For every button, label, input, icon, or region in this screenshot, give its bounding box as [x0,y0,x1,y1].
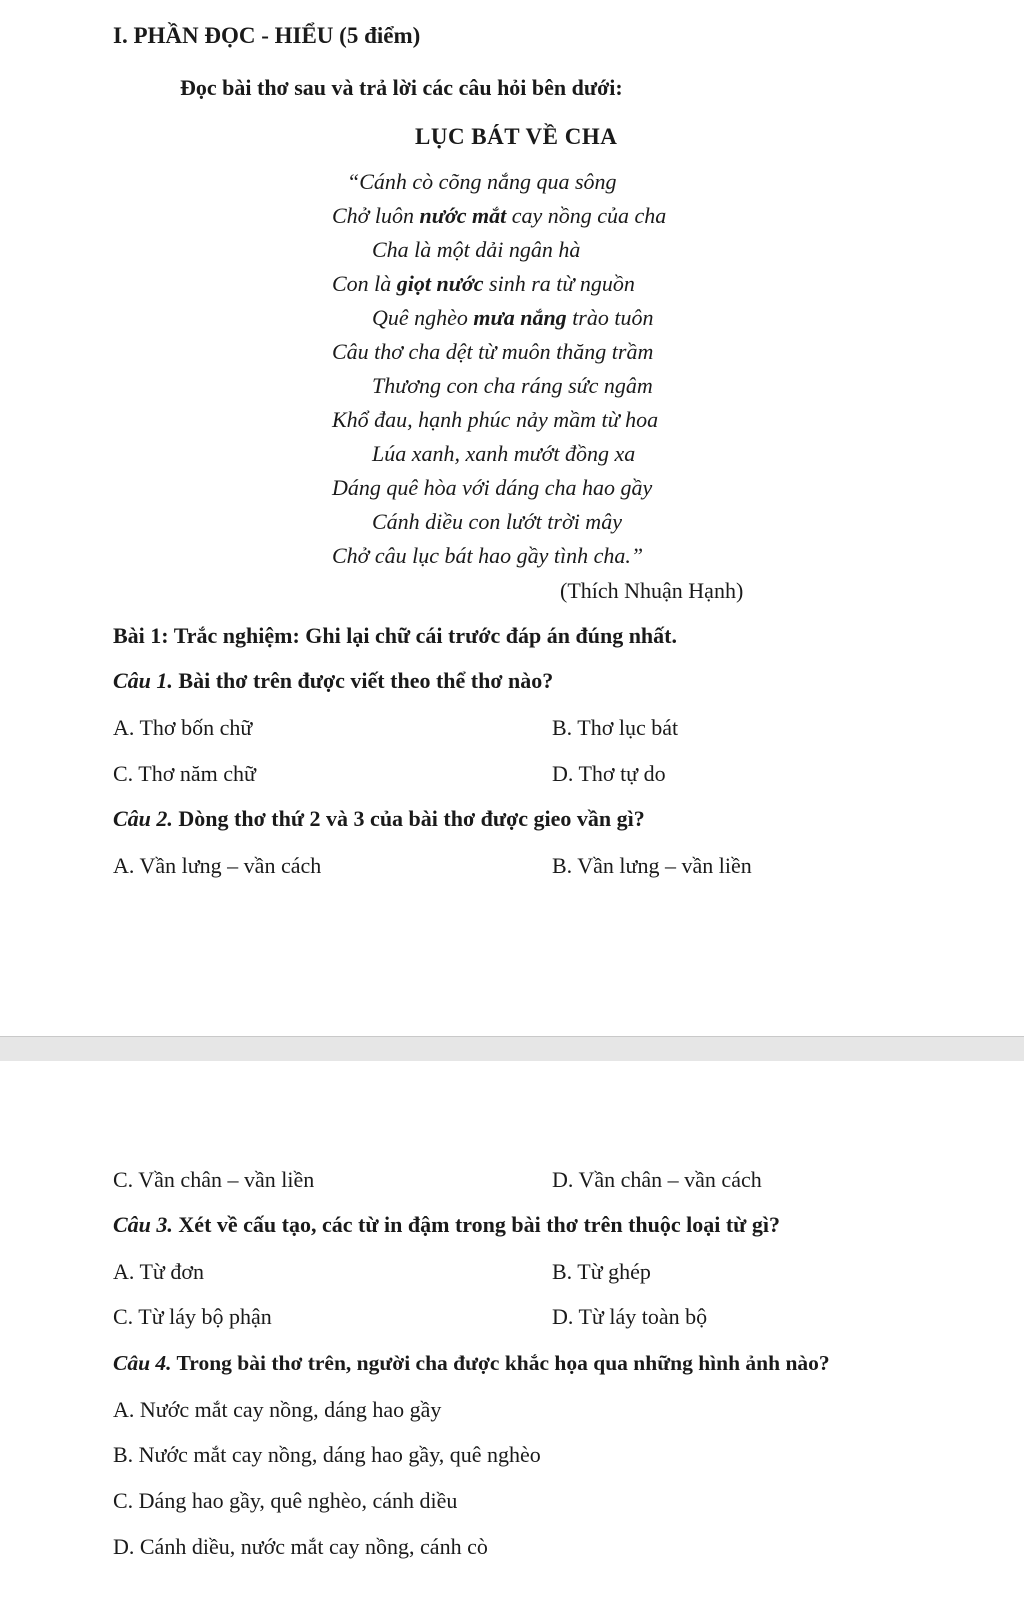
poem-text: Khổ đau, hạnh phúc nảy mầm từ hoa [332,407,659,432]
poem-text: Lúa xanh, xanh mướt đồng xa [372,441,636,466]
question-label: Câu 4. [113,1351,172,1375]
option-1b: B. Thơ lục bát [552,715,679,740]
question-text: Dòng thơ thứ 2 và 3 của bài thơ được gieo vần gì? [172,806,645,831]
exercise-title: Bài 1: Trắc nghiệm: Ghi lại chữ cái trước đáp án đúng nhất. [113,623,677,648]
question-3 [113,1211,780,1239]
question-label: Câu 1. [113,668,173,693]
poem-line [332,542,643,570]
bold-word: nước mắt [419,203,507,228]
poem-text: Con là [332,271,397,296]
question-text: Xét về cấu tạo, các từ in đậm trong bài thơ trên thuộc loại từ gì? [172,1212,780,1237]
poem-author: (Thích Nhuận Hạnh) [560,578,744,603]
poem-line [332,270,635,298]
option-4c: C. Dáng hao gầy, quê nghèo, cánh diều [113,1488,458,1513]
poem-text: Câu thơ cha dệt từ muôn thăng trầm [332,339,654,364]
option-3c: C. Từ láy bộ phận [113,1304,272,1329]
page-break-separator [0,1036,1024,1062]
poem-text: Chở luôn [332,203,420,228]
poem-text: Chở câu lục bát hao gầy tình cha.” [332,543,644,568]
poem-text: cay nồng của cha [506,203,667,228]
option-4d: D. Cánh diều, nước mắt cay nồng, cánh cò [113,1534,488,1559]
question-4 [113,1349,830,1377]
question-text: Trong bài thơ trên, người cha được khắc họa qua những hình ảnh nào? [171,1351,830,1375]
option-1a: A. Thơ bốn chữ [113,715,253,740]
option-2c: C. Vần chân – vần liền [113,1167,315,1192]
option-2b: B. Vần lưng – vần liền [552,853,752,878]
poem-line [372,304,653,332]
option-3b: B. Từ ghép [552,1259,651,1284]
poem-line [372,372,653,400]
option-4b: B. Nước mắt cay nồng, dáng hao gầy, quê nghèo [113,1442,541,1467]
instruction: Đọc bài thơ sau và trả lời các câu hỏi bên dưới: [180,75,623,100]
poem-line [372,440,635,468]
poem-text: Cánh diều con lướt trời mây [372,509,622,534]
poem-line [332,474,652,502]
option-2a: A. Vần lưng – vần cách [113,853,322,878]
bold-word: giọt nước [396,271,484,296]
poem-text: “Cánh cò cõng nắng qua sông [347,169,617,194]
poem-text: Cha là một dải ngân hà [372,237,581,262]
section-heading: I. PHẦN ĐỌC - HIỂU (5 điểm) [113,23,421,48]
option-3a: A. Từ đơn [113,1259,204,1284]
poem-line [332,202,666,230]
option-1c: C. Thơ năm chữ [113,761,256,786]
bold-word: mưa nắng [473,305,567,330]
poem-text: Dáng quê hòa với dáng cha hao gầy [332,475,653,500]
poem-text: Thương con cha ráng sức ngâm [372,373,653,398]
poem-line [372,236,580,264]
option-3d: D. Từ láy toàn bộ [552,1304,708,1329]
poem-line [347,168,617,196]
poem-line [332,406,658,434]
question-label: Câu 3. [113,1212,173,1237]
question-text: Bài thơ trên được viết theo thể thơ nào? [172,668,554,693]
poem-line [372,508,622,536]
poem-text: sinh ra từ nguồn [483,271,635,296]
option-2d: D. Vần chân – vần cách [552,1167,762,1192]
option-4a: A. Nước mắt cay nồng, dáng hao gầy [113,1397,442,1422]
poem-text: Quê nghèo [372,305,474,330]
poem-line [332,338,653,366]
option-1d: D. Thơ tự do [552,761,666,786]
question-2 [113,805,645,833]
poem-title: LỤC BÁT VỀ CHA [415,124,618,149]
question-label: Câu 2. [113,806,173,831]
question-1 [113,667,553,695]
poem-text: trào tuôn [566,305,654,330]
